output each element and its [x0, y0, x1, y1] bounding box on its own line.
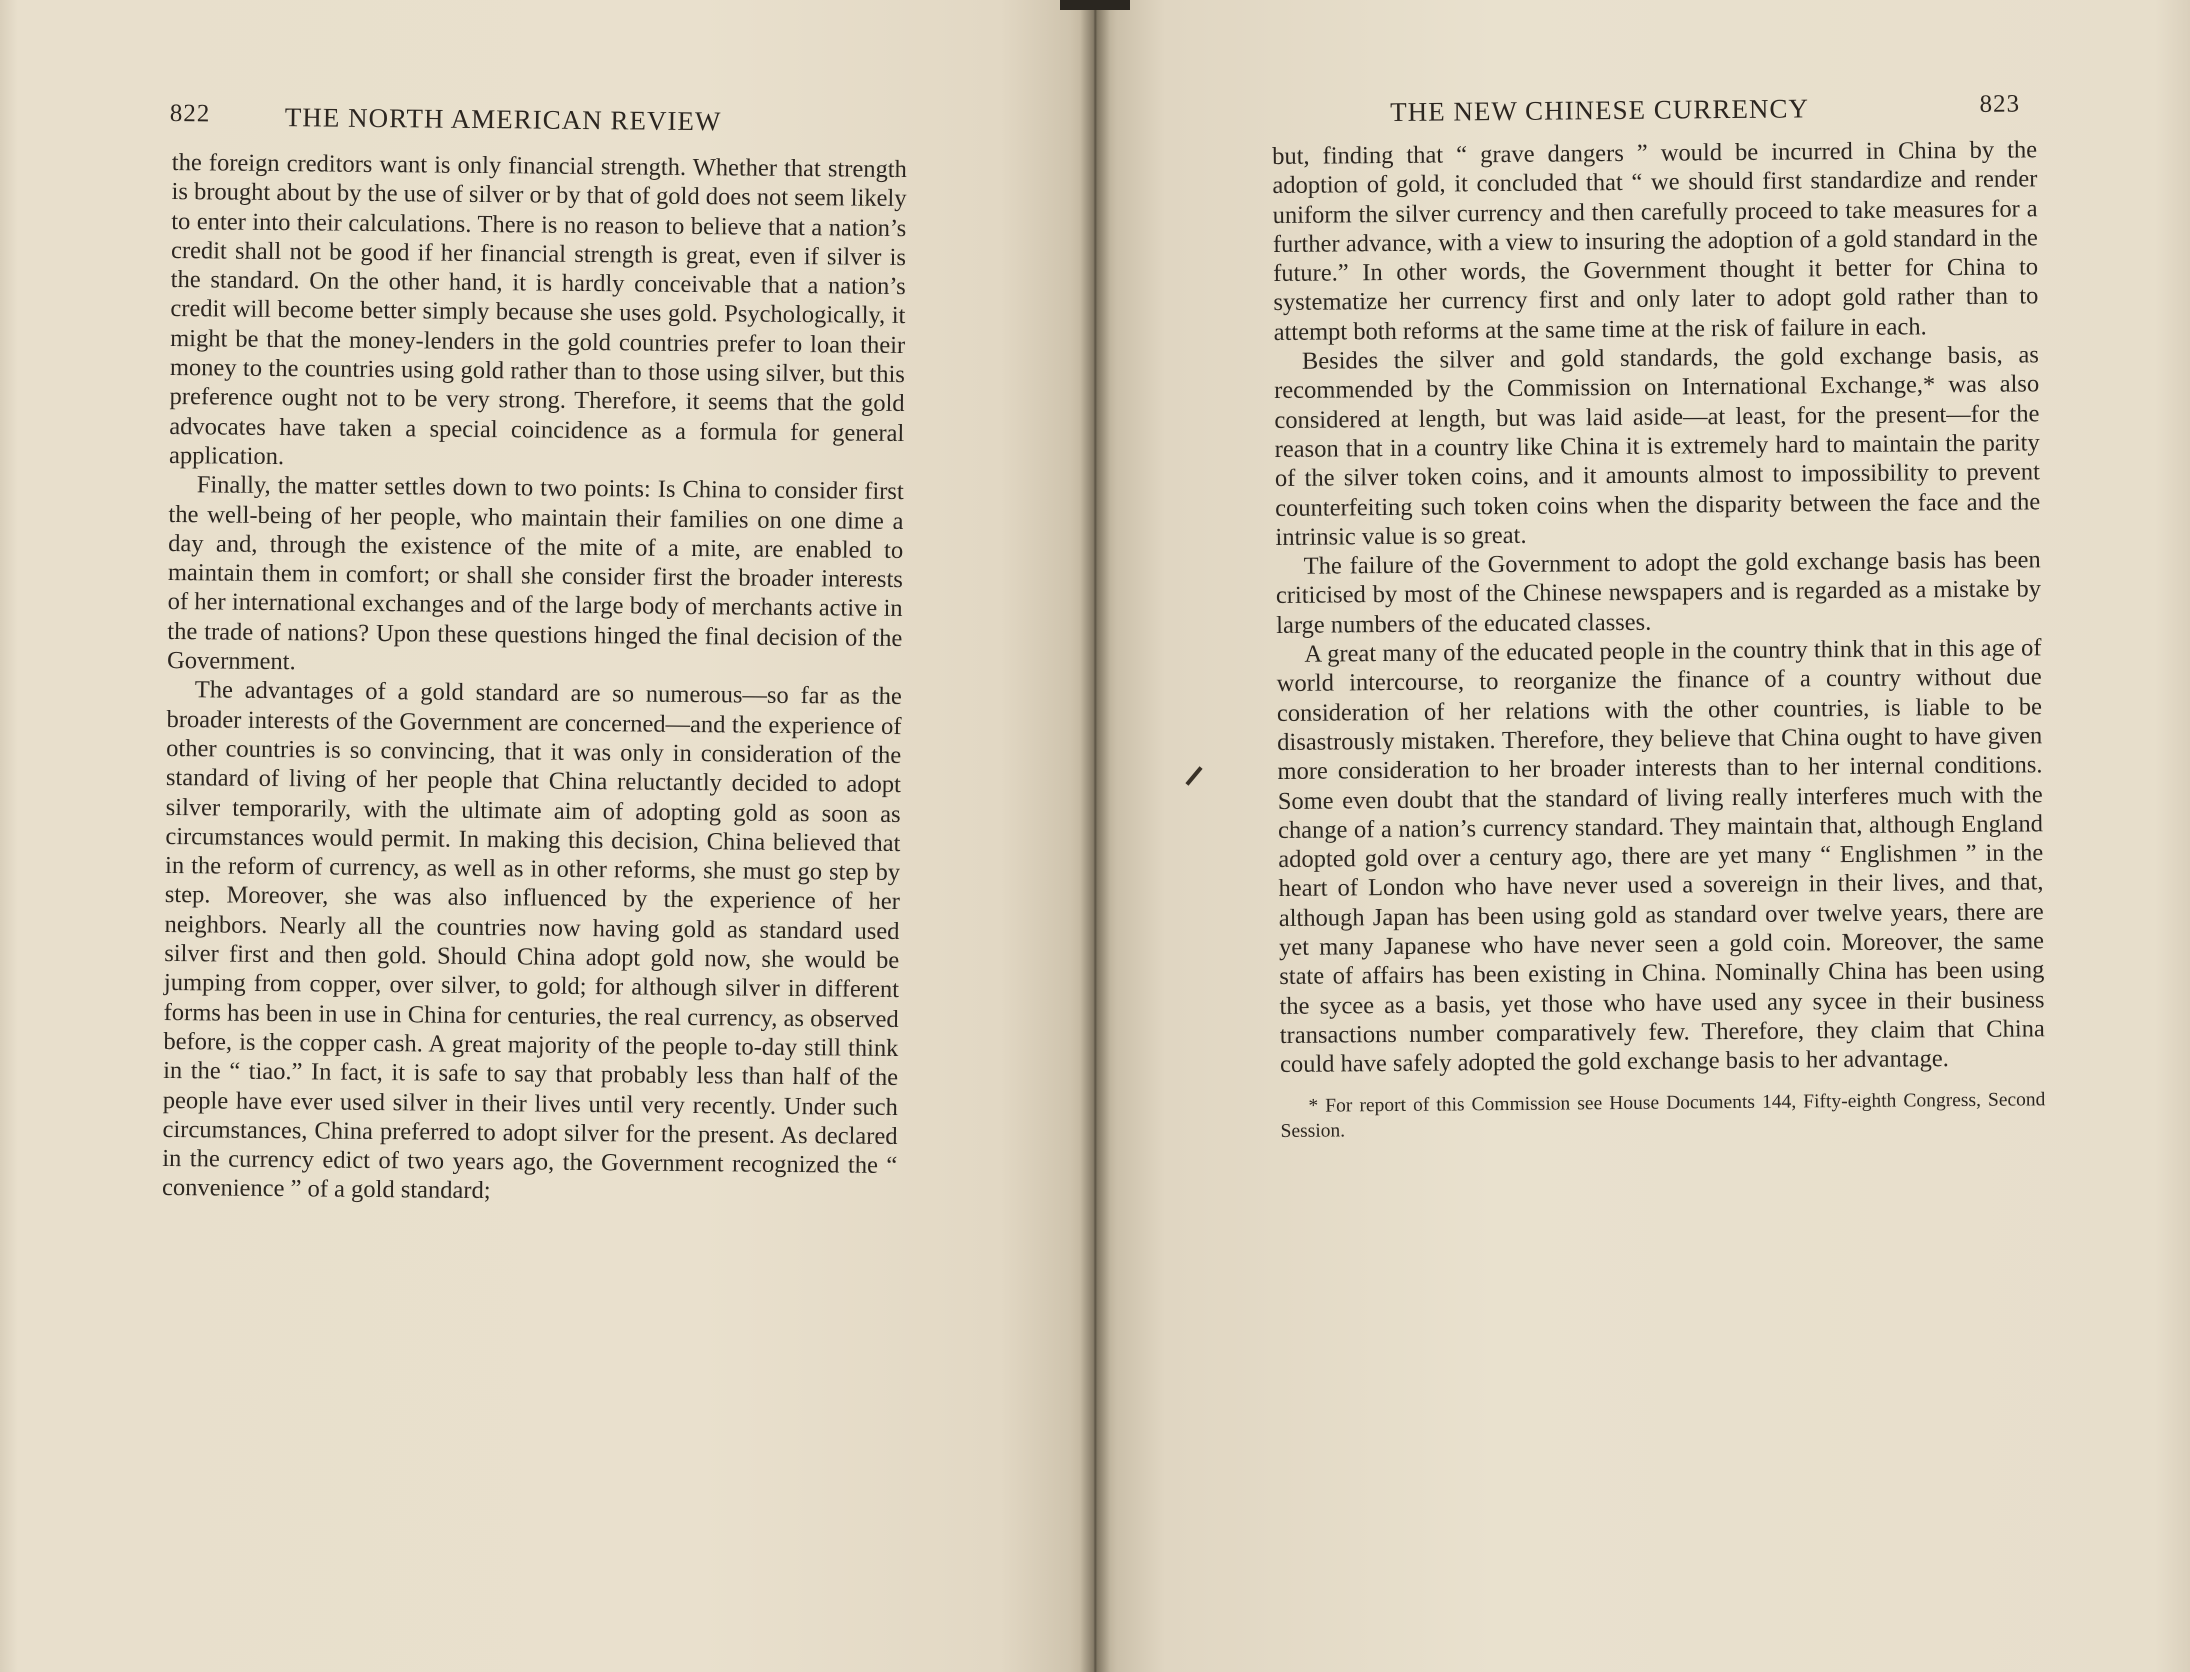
right-paragraph-2: Besides the silver and gold standards, the gold exchange basis, as recommended by the Commission on International Exchange,* was also considered at length, but was laid aside—at least, for the present—for the reason that in a country like China it is extremely hard to maintain the parity of the silver token coins, and it amounts almost to impossibility to prevent counterfeiting such token coins when the disparity between the face and the intrinsic value is so great. [1274, 341, 2041, 551]
left-running-title: THE NORTH AMERICAN REVIEW [284, 102, 722, 137]
left-running-head [169, 100, 910, 137]
book-gutter [1080, 0, 1110, 1672]
footnote: * For report of this Commission see House Documents 144, Fifty-eighth Congress, Second Session. [1280, 1088, 2046, 1142]
left-paragraph-1: the foreign creditors want is only financial strength. Whether that strength is brought about by the use of silver or by that of gold does not seem likely to enter into their calculations. There is no reason to believe that a nation’s credit shall not be good if her financial strength is great, even if silver is the standard. On the other hand, it is hardly conceivable that a nation’s credit will become better simply because she uses gold. Psychologically, it might be that the money-lenders in the gold countries prefer to loan their money to the countries using gold rather than to those using silver, but this preference ought not to be very strong. Therefore, it seems that the gold advocates have taken a special coincidence as a formula for general application. [168, 148, 907, 471]
right-running-title: THE NEW CHINESE CURRENCY [1390, 93, 1810, 127]
left-paragraph-3: The advantages of a gold standard are so numerous—so far as the broader interests of the Government are concerned—and the experience of other countries is so convincing, that it was only in consideration of the standard of living of her people that China reluctantly decided to adopt silver temporarily, with the ultimate aim of adopting gold as soon as circumstances would permit. In making this decision, China believed that in the reform of currency, as well as in other reforms, she must go step by step. Moreover, she was also influenced by the experience of her neighbors. Nearly all the countries now having gold as standard used silver first and then gold. Should China adopt gold now, she would be jumping from copper, over silver, to gold; for although silver in different forms has been in use in China for centuries, the real currency, as observed before, is the copper cash. A great majority of the people to-day still think in the “ tiao.” In fact, it is safe to say that probably less than half of the people have ever used silver in their lives until very recently. Under such circumstances, China preferred to adopt silver for the present. As declared in the currency edict of two years ago, the Government recognized the “ convenience ” of a gold standard; [161, 676, 902, 1205]
right-paragraph-3: The failure of the Government to adopt the gold exchange basis has been criticised by most of the Chinese newspapers and is regarded as a mistake by large numbers of the educated classes. [1275, 546, 2042, 639]
right-paragraph-1: but, finding that “ grave dangers ” would be incurred in China by the adoption of gold, it concluded that “ we should first standardize and render uniform the silver currency and then carefully proceed to take measures for a further advance, with a view to insuring the adoption of a gold standard in the future.” In other words, the Government thought it better for China to systematize her currency first and only later to adopt gold rather than to attempt both reforms at the same time at the risk of failure in each. [1272, 136, 2039, 346]
right-page-number: 823 [1979, 90, 2021, 118]
left-page-number: 822 [169, 100, 211, 128]
spine-top-edge [1060, 0, 1130, 10]
right-paragraph-4: A great many of the educated people in the country think that in this age of world intercourse, to reorganize the finance of a country without due consideration of her relations with the other countries, is liable to be disastrously mistaken. Therefore, they believe that China ought to have given more consideration to her broader interests than to her internal conditions. Some even doubt that the standard of living really interferes much with the change of a nation’s currency standard. They maintain that, although England adopted gold over a century ago, there are yet many “ Englishmen ” in the heart of London who have never used a sovereign in their lives, and that, although Japan has been using gold as standard over twelve years, there are yet many Japanese who have never seen a gold coin. Moreover, the same state of affairs has been existing in China. Nominally China has been using the sycee as a basis, yet those who have used any sycee in their business transactions number comparatively few. Therefore, they claim that China could have safely adopted the gold exchange basis to her advantage. [1276, 634, 2045, 1079]
left-body-text [162, 148, 907, 1210]
right-body-text [1272, 135, 2046, 1143]
left-paragraph-2: Finally, the matter settles down to two points: Is China to consider first the well-being of her people, who maintain their families on one dime a day and, through the existence of the mite of a mite, are enabled to maintain them in comfort; or shall she consider first the broader interests of her international exchanges and of the large body of merchants active in the trade of nations? Upon these questions hinged the final decision of the Government. [166, 471, 904, 676]
